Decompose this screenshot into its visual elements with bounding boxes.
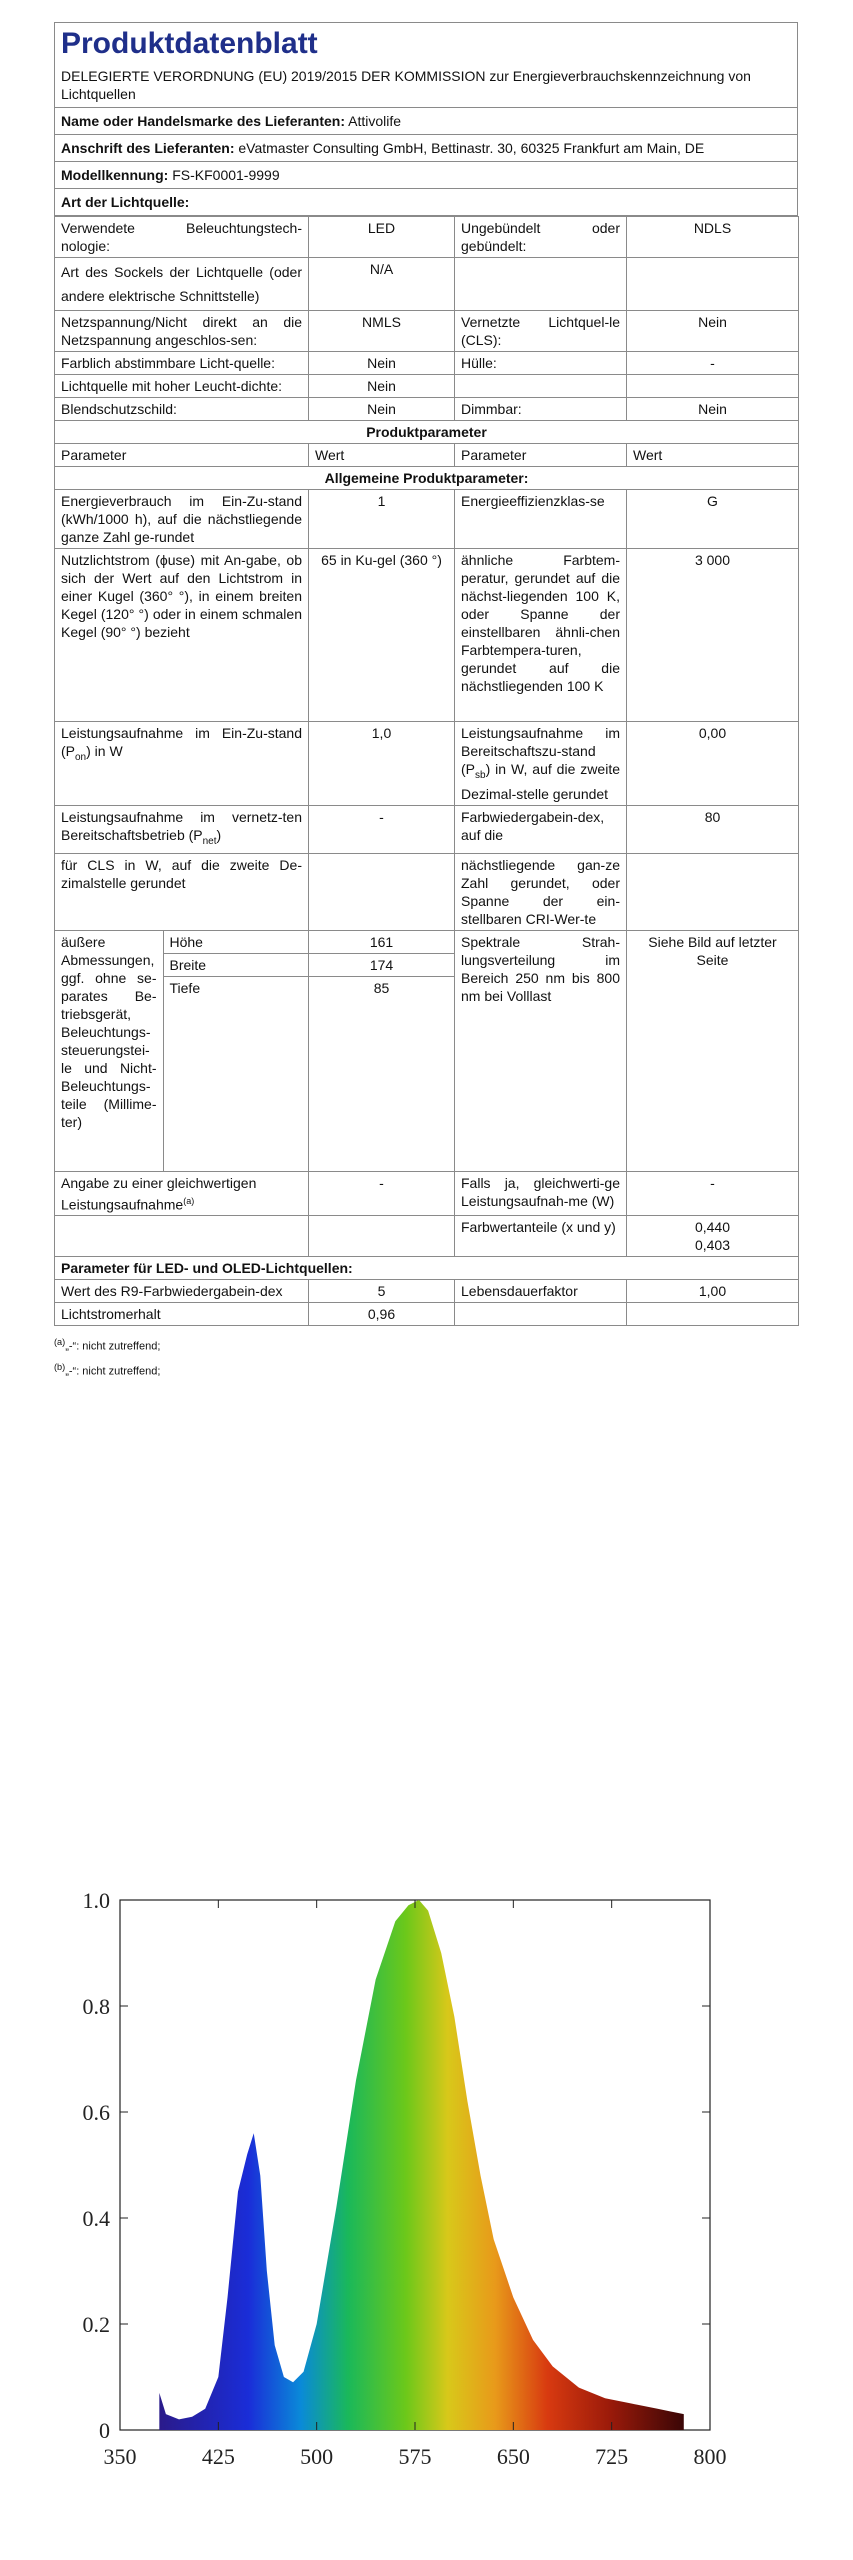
label-text: ) in W, auf die zweite Dezimal-stelle gerundet <box>461 761 620 802</box>
table-row <box>55 805 799 853</box>
param-label: Lebensdauerfaktor <box>455 1280 627 1303</box>
x-tick-label: 725 <box>595 2444 629 2469</box>
table-row <box>55 1257 799 1280</box>
y-tick-label: 0.6 <box>82 2100 110 2125</box>
table-row <box>55 722 799 806</box>
y-tick-label: 0.8 <box>82 1994 110 2019</box>
param-value: - <box>627 1171 799 1216</box>
table-row <box>55 421 799 444</box>
param-label: Art des Sockels der Lichtquelle (oder andere elektrische Schnittstelle) <box>55 258 309 311</box>
param-value: Nein <box>309 375 455 398</box>
param-value <box>627 1216 799 1257</box>
chromaticity-y: 0,403 <box>694 1237 731 1254</box>
param-value: G <box>627 490 799 549</box>
param-value: 1,0 <box>309 722 455 806</box>
y-tick-label: 0 <box>99 2418 110 2443</box>
column-header-parameter: Parameter <box>55 444 309 467</box>
param-label: Energieeffizienzklas-se <box>455 490 627 549</box>
param-label: Spektrale Strah-lungsverteilung im Bereich 250 nm bis 800 nm bei Volllast <box>455 930 627 1171</box>
table-row <box>55 853 799 930</box>
param-value: 5 <box>309 1280 455 1303</box>
height-value: 161 <box>309 931 454 954</box>
param-value: Nein <box>627 398 799 421</box>
footnote-text: „-“: nicht zutreffend; <box>65 1340 161 1353</box>
param-value: Nein <box>309 352 455 375</box>
table-row <box>55 398 799 421</box>
empty-cell <box>309 1216 455 1257</box>
param-label: nächstliegende gan-ze Zahl gerundet, oder Spanne der ein-stellbaren CRI-Wer-te <box>455 853 627 930</box>
footnote-text: „-“: nicht zutreffend; <box>65 1365 161 1378</box>
supplier-address-row <box>54 135 798 162</box>
param-label: Lichtquelle mit hoher Leucht-dichte: <box>55 375 309 398</box>
lightsource-table <box>54 216 799 1326</box>
empty-cell <box>309 853 455 930</box>
param-label: Ungebündelt oder gebündelt: <box>455 217 627 258</box>
table-row <box>55 930 799 1171</box>
footnote-b <box>54 1357 798 1382</box>
column-header-value: Wert <box>309 444 455 467</box>
label-text: ) in W <box>86 743 123 759</box>
table-row <box>55 352 799 375</box>
param-value: 0,00 <box>627 722 799 806</box>
param-value: - <box>309 1171 455 1216</box>
product-data-sheet <box>54 22 798 1382</box>
table-row <box>55 1171 799 1216</box>
dimension-values-cell <box>309 930 455 1171</box>
x-tick-label: 425 <box>201 2444 235 2469</box>
table-row <box>55 1280 799 1303</box>
lightsource-type-heading: Art der Lichtquelle: <box>54 189 798 216</box>
empty-cell <box>55 1216 309 1257</box>
param-label: Energieverbrauch im Ein-Zu-stand (kWh/1000 h), auf die nächstliegende ganze Zahl ge-rundet <box>55 490 309 549</box>
product-parameters-heading: Produktparameter <box>55 421 799 444</box>
sheet-header <box>54 22 798 108</box>
param-label: Hülle: <box>455 352 627 375</box>
table-row <box>55 549 799 722</box>
param-label: Lichtstromerhalt <box>55 1303 309 1326</box>
param-label: Falls ja, gleichwerti-ge Leistungsaufnah-me (W) <box>455 1171 627 1216</box>
param-value: - <box>309 805 455 853</box>
label-text: Angabe zu einer gleichwertigen Leistungsaufnahme <box>61 1174 257 1213</box>
label-subscript: on <box>75 751 87 763</box>
param-value: Siehe Bild auf letzter Seite <box>627 930 799 1171</box>
y-tick-label: 0.2 <box>82 2312 110 2337</box>
label-text: Leistungsaufnahme im Ein-Zu-stand (P <box>61 725 302 759</box>
table-row <box>55 217 799 258</box>
plot-area <box>83 1888 727 2469</box>
supplier-name-value: Attivolife <box>348 113 402 129</box>
chromaticity-x: 0,440 <box>694 1219 731 1236</box>
table-row <box>55 490 799 549</box>
param-label: ähnliche Farbtem-peratur, gerundet auf die nächst-liegenden 100 K, oder Spanne der einstellbaren ähnli-chen Farbtempera-turen, gerundet auf die nächstliegenden 100 K <box>455 549 627 722</box>
footnote-ref: (a) <box>183 1195 195 1206</box>
param-label: Farbwiedergabein-dex, auf die <box>455 805 627 853</box>
footnote-mark: (a) <box>54 1337 66 1348</box>
supplier-name-row <box>54 108 798 135</box>
empty-cell <box>627 1303 799 1326</box>
param-value: 1 <box>309 490 455 549</box>
x-tick-label: 350 <box>103 2444 137 2469</box>
table-row <box>55 467 799 490</box>
supplier-address-label: Anschrift des Lieferanten: <box>61 140 235 156</box>
y-tick-label: 0.4 <box>82 2206 110 2231</box>
label-subscript: net <box>202 835 217 847</box>
param-label: Nutzlichtstrom (ϕuse) mit An-gabe, ob sich der Wert auf den Lichtstrom in einer Kugel (360° °), in einem breiten Kegel (120° °) oder in einem schmalen Kegel (90° °) bezieht <box>55 549 309 722</box>
param-label <box>55 1171 309 1216</box>
page-title: Produktdatenblatt <box>61 27 318 60</box>
empty-cell <box>455 258 627 311</box>
param-value: 80 <box>627 805 799 853</box>
param-value: - <box>627 352 799 375</box>
x-tick-label: 575 <box>398 2444 432 2469</box>
param-label: Farbwertanteile (x und y) <box>455 1216 627 1257</box>
label-subscript: sb <box>475 769 486 781</box>
footnotes <box>54 1332 798 1381</box>
general-parameters-heading: Allgemeine Produktparameter: <box>55 467 799 490</box>
spectral-distribution-chart <box>60 1860 760 2480</box>
footnote-a <box>54 1332 798 1357</box>
label-text: ) <box>216 826 222 843</box>
table-row <box>55 258 799 311</box>
param-label: Wert des R9-Farbwiedergabein-dex <box>55 1280 309 1303</box>
param-value: N/A <box>309 258 455 311</box>
model-value: FS-KF0001-9999 <box>172 167 280 183</box>
depth-value: 85 <box>373 979 390 996</box>
param-value: Nein <box>627 311 799 352</box>
param-label: Verwendete Beleuchtungstech-nologie: <box>55 217 309 258</box>
param-label <box>455 722 627 806</box>
param-value: 1,00 <box>627 1280 799 1303</box>
param-value: 0,96 <box>309 1303 455 1326</box>
spectrum-series-area <box>159 1900 683 2430</box>
empty-cell <box>627 853 799 930</box>
label-text: Leistungsaufnahme im Bereitschaftszu-stand (P <box>461 725 620 777</box>
height-label: Höhe <box>163 931 308 954</box>
param-value: NDLS <box>627 217 799 258</box>
dimensions-table <box>55 931 308 1171</box>
table-row <box>55 375 799 398</box>
supplier-address-value: eVatmaster Consulting GmbH, Bettinastr. 30, 60325 Frankfurt am Main, DE <box>238 140 705 156</box>
x-tick-label: 800 <box>693 2444 727 2469</box>
dim-row-height <box>55 931 308 954</box>
led-parameters-heading: Parameter für LED- und OLED-Lichtquellen: <box>55 1257 799 1280</box>
width-label: Breite <box>163 953 308 976</box>
x-tick-label: 500 <box>300 2444 334 2469</box>
param-label: Farblich abstimmbare Licht-quelle: <box>55 352 309 375</box>
footnote-mark: (b) <box>54 1361 66 1372</box>
column-header-value: Wert <box>627 444 799 467</box>
x-tick-label: 650 <box>496 2444 530 2469</box>
table-row <box>55 1303 799 1326</box>
empty-cell <box>455 375 627 398</box>
model-label: Modellkennung: <box>61 167 169 183</box>
param-label: Netzspannung/Nicht direkt an die Netzspannung angeschlos-sen: <box>55 311 309 352</box>
dimensions-cell <box>55 930 309 1171</box>
param-value: LED <box>309 217 455 258</box>
empty-cell <box>455 1303 627 1326</box>
supplier-name-label: Name oder Handelsmarke des Lieferanten: <box>61 113 345 129</box>
param-value: Nein <box>309 398 455 421</box>
column-header-parameter: Parameter <box>455 444 627 467</box>
param-value: NMLS <box>309 311 455 352</box>
dimensions-label: äußere Abmessungen, ggf. ohne se-parates Be-triebsgerät, Beleuchtungs-steuerungstei-le und Nicht-Beleuchtungs-teile (Millime-ter) <box>55 931 163 1171</box>
param-label <box>55 722 309 806</box>
y-tick-label: 1.0 <box>82 1888 110 1913</box>
width-value: 174 <box>309 954 454 977</box>
param-label <box>55 805 309 853</box>
param-value: 3 000 <box>627 549 799 722</box>
param-label: für CLS in W, auf die zweite De-zimalstelle gerundet <box>55 853 309 930</box>
table-row <box>55 1216 799 1257</box>
empty-cell <box>627 375 799 398</box>
param-label: Dimmbar: <box>455 398 627 421</box>
label-text: Leistungsaufnahme im vernetz-ten Bereitschaftsbetrieb (P <box>61 808 302 843</box>
empty-cell <box>627 258 799 311</box>
param-label: Blendschutzschild: <box>55 398 309 421</box>
page-subtitle: DELEGIERTE VERORDNUNG (EU) 2019/2015 DER KOMMISSION zur Energieverbrauchskennzeichnung von Lichtquellen <box>61 68 751 102</box>
table-header-row <box>55 444 799 467</box>
model-row <box>54 162 798 189</box>
param-value: 65 in Ku-gel (360 °) <box>309 549 455 722</box>
depth-label: Tiefe <box>169 979 201 996</box>
param-label: Vernetzte Lichtquel-le (CLS): <box>455 311 627 352</box>
table-row <box>55 311 799 352</box>
